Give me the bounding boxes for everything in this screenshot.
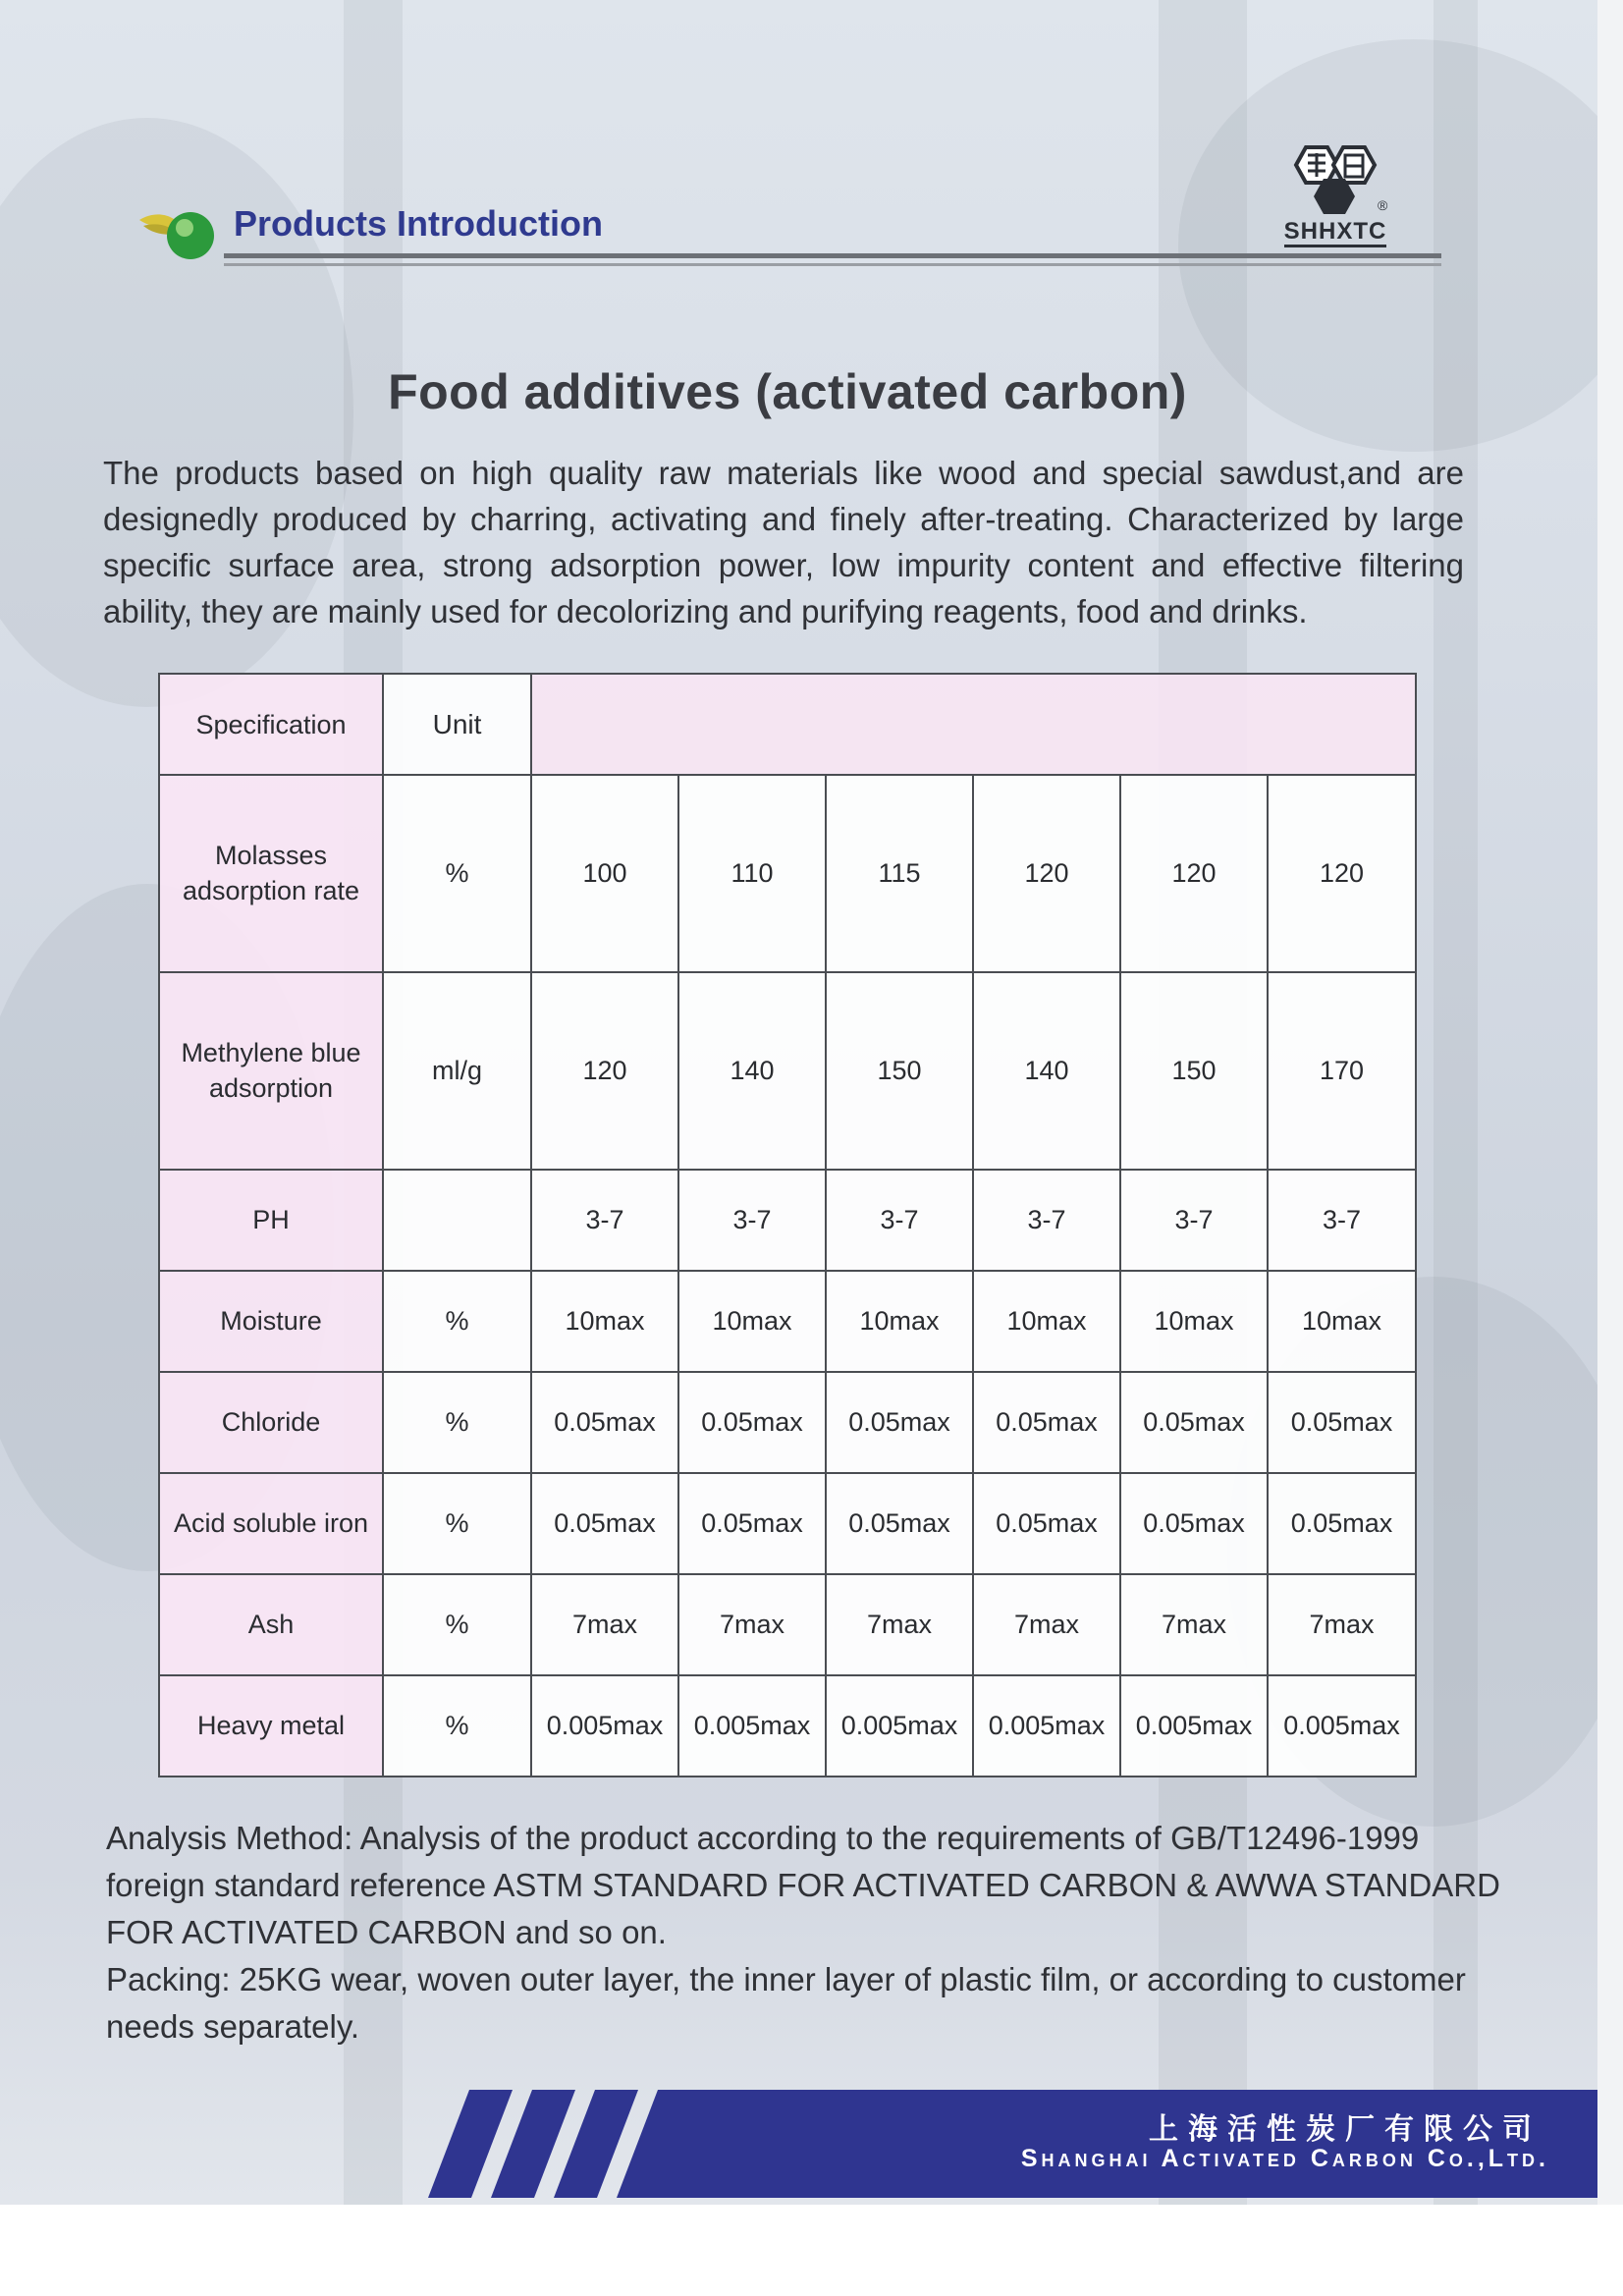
specification-table xyxy=(158,673,1417,1777)
value-cell: 7max xyxy=(1120,1574,1268,1675)
table-row xyxy=(159,1675,1416,1777)
value-cell: 0.005max xyxy=(1120,1675,1268,1777)
value-cell: 10max xyxy=(826,1271,973,1372)
value-cell: 10max xyxy=(1268,1271,1416,1372)
value-cell: 0.05max xyxy=(531,1473,678,1574)
unit-cell: % xyxy=(383,1271,531,1372)
registered-mark: ® xyxy=(1378,197,1388,213)
value-cell: 0.005max xyxy=(531,1675,678,1777)
value-cell: 7max xyxy=(826,1574,973,1675)
header-rule-thin xyxy=(224,263,1441,266)
packing-text: Packing: 25KG wear, woven outer layer, the inner layer of plastic film, or according to customer needs separately. xyxy=(106,1961,1466,2045)
analysis-method-text: Analysis Method: Analysis of the product according to the requirements of GB/T12496-1999 foreign standard reference ASTM STANDARD FOR ACTIVATED CARBON & AWWA STANDARD FOR ACTIVATED CARBON and so on. xyxy=(106,1820,1500,1950)
value-cell: 100 xyxy=(531,775,678,972)
value-cell: 150 xyxy=(1120,972,1268,1170)
header-blank xyxy=(531,674,1416,775)
section-title: Products Introduction xyxy=(234,203,603,244)
unit-cell: % xyxy=(383,775,531,972)
company-name-chinese: 上海活性炭厂有限公司 xyxy=(1149,2112,1542,2147)
value-cell: 110 xyxy=(678,775,826,972)
brand-logo-text xyxy=(1269,218,1402,246)
brand-name: SHHXTC xyxy=(1284,218,1387,247)
notes xyxy=(106,1815,1520,2050)
value-cell: 3-7 xyxy=(973,1170,1120,1271)
spec-label: PH xyxy=(159,1170,383,1271)
value-cell: 120 xyxy=(1120,775,1268,972)
value-cell: 0.05max xyxy=(1268,1473,1416,1574)
intro-paragraph: The products based on high quality raw materials like wood and special sawdust,and are designedly produced by charring, activating and finely after-treating. Characterized by large specific surface area, strong adsorption power, low impurity content and effective filtering ability, they are mainly used for decolorizing and purifying reagents, food and drinks. xyxy=(103,455,1464,629)
table-row xyxy=(159,1271,1416,1372)
value-cell: 0.005max xyxy=(1268,1675,1416,1777)
spec-label: Heavy metal xyxy=(159,1675,383,1777)
value-cell: 7max xyxy=(1268,1574,1416,1675)
value-cell: 120 xyxy=(1268,775,1416,972)
table-header-row xyxy=(159,674,1416,775)
leaf-globe-icon xyxy=(137,196,218,265)
value-cell: 0.05max xyxy=(678,1473,826,1574)
value-cell: 140 xyxy=(973,972,1120,1170)
value-cell: 0.05max xyxy=(1120,1473,1268,1574)
unit-cell: % xyxy=(383,1675,531,1777)
table-row xyxy=(159,775,1416,972)
company-name-english: Shanghai Activated Carbon Co.,Ltd. xyxy=(1020,2145,1549,2172)
value-cell: 10max xyxy=(531,1271,678,1372)
page-edge xyxy=(1597,0,1623,2205)
value-cell: 0.005max xyxy=(973,1675,1120,1777)
spec-label: Acid soluble iron xyxy=(159,1473,383,1574)
spec-label: Ash xyxy=(159,1574,383,1675)
unit-cell: % xyxy=(383,1574,531,1675)
value-cell: 150 xyxy=(826,972,973,1170)
value-cell: 0.05max xyxy=(973,1372,1120,1473)
unit-cell: % xyxy=(383,1473,531,1574)
spec-label: Methylene blue adsorption xyxy=(159,972,383,1170)
value-cell: 3-7 xyxy=(826,1170,973,1271)
value-cell: 0.05max xyxy=(531,1372,678,1473)
table-row xyxy=(159,1473,1416,1574)
header-unit: Unit xyxy=(383,674,531,775)
value-cell: 0.05max xyxy=(678,1372,826,1473)
table-row xyxy=(159,1574,1416,1675)
value-cell: 140 xyxy=(678,972,826,1170)
value-cell: 7max xyxy=(973,1574,1120,1675)
spec-label: Molasses adsorption rate xyxy=(159,775,383,972)
table-row xyxy=(159,972,1416,1170)
value-cell: 120 xyxy=(531,972,678,1170)
unit-cell: ml/g xyxy=(383,972,531,1170)
value-cell: 3-7 xyxy=(678,1170,826,1271)
value-cell: 10max xyxy=(973,1271,1120,1372)
header-specification: Specification xyxy=(159,674,383,775)
spec-label: Chloride xyxy=(159,1372,383,1473)
unit-cell xyxy=(383,1170,531,1271)
table-row xyxy=(159,1372,1416,1473)
value-cell: 10max xyxy=(1120,1271,1268,1372)
value-cell: 3-7 xyxy=(531,1170,678,1271)
value-cell: 10max xyxy=(678,1271,826,1372)
header-rule xyxy=(224,253,1441,258)
value-cell: 170 xyxy=(1268,972,1416,1170)
table-row xyxy=(159,1170,1416,1271)
spec-label: Moisture xyxy=(159,1271,383,1372)
value-cell: 0.005max xyxy=(826,1675,973,1777)
value-cell: 0.005max xyxy=(678,1675,826,1777)
value-cell: 0.05max xyxy=(826,1372,973,1473)
value-cell: 0.05max xyxy=(1120,1372,1268,1473)
value-cell: 0.05max xyxy=(826,1473,973,1574)
brand-logo-icon xyxy=(1276,143,1394,222)
value-cell: 120 xyxy=(973,775,1120,972)
unit-cell: % xyxy=(383,1372,531,1473)
value-cell: 0.05max xyxy=(973,1473,1120,1574)
value-cell: 7max xyxy=(678,1574,826,1675)
value-cell: 3-7 xyxy=(1268,1170,1416,1271)
value-cell: 7max xyxy=(531,1574,678,1675)
value-cell: 0.05max xyxy=(1268,1372,1416,1473)
document-title: Food additives (activated carbon) xyxy=(388,364,1187,419)
value-cell: 115 xyxy=(826,775,973,972)
value-cell: 3-7 xyxy=(1120,1170,1268,1271)
